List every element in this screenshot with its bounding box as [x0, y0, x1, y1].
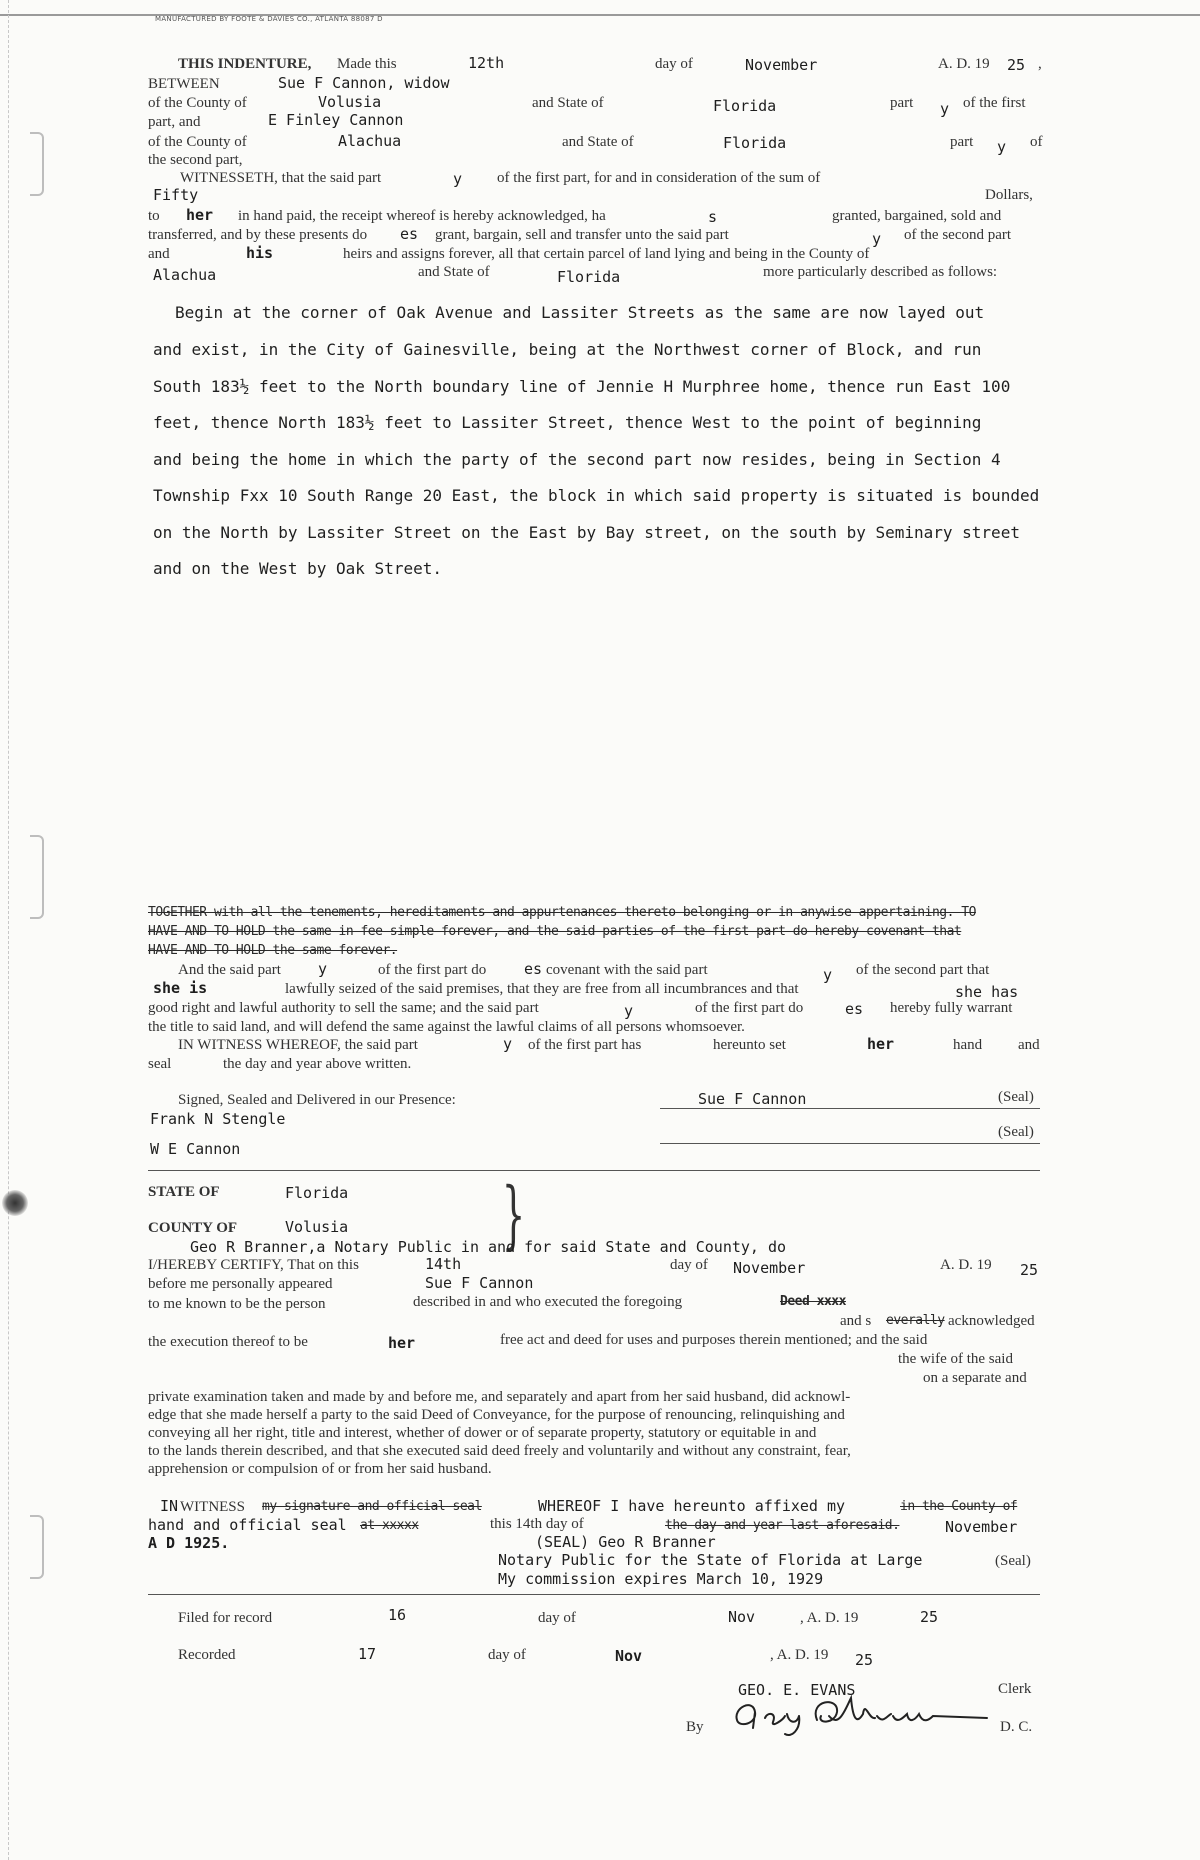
- signature-line: [660, 1108, 1040, 1109]
- grantee-state: Florida: [723, 134, 787, 152]
- binder-mark: [30, 132, 44, 196]
- indenture-heading: THIS INDENTURE,: [178, 56, 312, 72]
- notary-title: Notary Public for the State of Florida at Large: [498, 1551, 923, 1569]
- punch-hole: [2, 1190, 28, 1216]
- description-line: and on the West by Oak Street.: [153, 559, 442, 578]
- description-line: and exist, in the City of Gainesville, being at the Northwest corner of Block, and run: [153, 340, 982, 359]
- ack-paragraph: edge that she made herself a party to the said Deed of Conveyance, for the purpose of renouncing, relinquishing and: [148, 1407, 845, 1423]
- notary-seal: (SEAL) Geo R Branner: [535, 1533, 716, 1551]
- ack-person: Sue F Cannon: [425, 1274, 534, 1292]
- left-margin-line: [8, 0, 9, 1860]
- section-divider: [148, 1170, 1040, 1171]
- struck-clause: HAVE AND TO HOLD the same in fee simple forever, and the said parties of the first part do hereby covenant that: [148, 924, 962, 939]
- ack-state: Florida: [285, 1184, 349, 1202]
- description-line: Township Fxx 10 South Range 20 East, the block in which said property is situated is bounded: [153, 486, 1040, 505]
- deed-page: MANUFACTURED BY FOOTE & DAVIES CO., ATLANTA 88087 D THIS INDENTURE, Made this 12th day of November A. D. 19 25 , BETWEEN Sue F Cannon, widow of the County of Volusia and State of Florida part y of the first part, and E Finley Cannon of the County of Alachua and State of Florida part y of the second part, WITNESSETH, that the said part y of the first part, for and in consideration of the sum of Fifty Dollars, to her in hand paid, the receipt whereof is hereby acknowledged, ha s granted, bargained, sold and transferred, and by these presents do es grant, bargain, sell and transfer unto the said part y of the second part and his heirs and assigns forever, all that certain parcel of land lying and being in the County of Alachua and State of Florida more particularly described as follows: Begin at the corner of Oak Avenue and Lassiter Streets as the same are now layed out and exist, in the City of Gainesville, being at the Northwest corner of Block, and run South 183½ feet to the North boundary line of Jennie H Murphree home, thence run East 100 feet, thence North 183½ feet to Lassiter Street, thence West to the point of beginning and being the home in which the party of the second part now resides, being in Section 4 Township Fxx 10 South Range 20 East, the block in which said property is situated is bounded on the North by Lassiter Street on the East by Bay street, on the south by Seminary street and on the West by Oak Street. TOGETHER with all the tenements, hereditaments and appurtenances thereto belonging or in anywise appertaining. TO HAVE AND TO HOLD the same in fee simple forever, and the said parties of the first part do hereby covenant that HAVE AND TO HOLD the same forever. And the said part y of the first part do es covenant with the said part y of the second part that she is lawfully seized of the said premises, that they are free from all incumbrances and that she has good right and lawful authority to sell the same; and the said part y of the first part do es hereby fully warrant the title to said land, and will defend the same against the lawful claims of all persons whomsoever. IN WITNESS WHEREOF, the said part y of the first part has hereunto set her hand and seal the day and year above written. Signed, Sealed and Delivered in our Presence: Sue F Cannon (Seal) Frank N Stengle W E Cannon (Seal) STATE OF Florida } COUNTY OF Volusia Geo R Branner,a Notary Public in and for said State and County, do I/HEREBY CERTIFY, That on this 14th day of November A. D. 19 25 before me personally appeared Sue F Cannon to me known to be the person described in and who executed the foregoing Deed xxxx and s everally acknowledged the execution thereof to be her free act and deed for uses and purposes therein mentioned; and the said the wife of the said on a separate and private examination taken and made by and before me, and separately and apart from her said husband, did acknowl- edge that she made herself a party to the said Deed of Conveyance, for the purpose of renouncing, relinquishing and conveying all her right, title and interest, whether of dower or of separate property, statutory or equitable in and to the lands therein described, and that she executed said deed freely and voluntarily and without any constraint, fear, apprehension or compulsion of or from her said husband. IN WITNESS my signature and official seal WHEREOF I have hereunto affixed my in the County of hand and official seal at xxxxx this 14th day of the day and year last aforesaid. November A D 1925. (SEAL) Geo R Branner Notary Public for the State of Florida at Large (Seal) My commission expires March 10, 1929 Filed for record 16 day of Nov , A. D. 19 25 Recorded 17 day of Nov , A. D. 19 25 GEO. E. EVANS Clerk By D. C.: [0, 0, 1200, 1860]
- grantor-state: Florida: [713, 97, 777, 115]
- grantor-county: Volusia: [318, 93, 382, 111]
- ack-paragraph: conveying all her right, title and interest, whether of dower or of separate property, statutory or equitable in and: [148, 1425, 817, 1441]
- recorded-year: 25: [855, 1651, 874, 1669]
- clerk-name: GEO. E. EVANS: [738, 1681, 856, 1699]
- ack-paragraph: apprehension or compulsion of or from her said husband.: [148, 1461, 492, 1477]
- notary-commission: My commission expires March 10, 1929: [498, 1570, 824, 1588]
- description-line: South 183½ feet to the North boundary line of Jennie H Murphree home, thence run East 100: [153, 377, 1011, 396]
- filed-year: 25: [920, 1608, 939, 1626]
- signature-line: [660, 1143, 1040, 1144]
- description-line: feet, thence North 183½ feet to Lassiter Street, thence West to the point of beginning: [153, 413, 982, 432]
- ack-county: Volusia: [285, 1218, 349, 1236]
- description-line: Begin at the corner of Oak Avenue and Lassiter Streets as the same are now layed out: [175, 303, 985, 322]
- ack-paragraph: to the lands therein described, and that she executed said deed freely and voluntarily and without any constraint, fear,: [148, 1443, 851, 1459]
- binder-mark: [30, 835, 44, 919]
- filed-month: Nov: [728, 1608, 756, 1626]
- consideration-sum: Fifty: [153, 186, 199, 204]
- grantee-name: E Finley Cannon: [268, 111, 404, 129]
- struck-clause: TOGETHER with all the tenements, hereditaments and appurtenances thereto belonging or in anywise appertaining. TO: [148, 905, 976, 920]
- indenture-day: 12th: [468, 54, 505, 72]
- description-line: on the North by Lassiter Street on the East by Bay street, on the south by Seminary street: [153, 523, 1020, 542]
- description-line: and being the home in which the party of the second part now resides, being in Section 4: [153, 450, 1001, 469]
- indenture-year: 25: [1007, 56, 1026, 74]
- property-state: Florida: [557, 268, 621, 286]
- manufacturer-note: MANUFACTURED BY FOOTE & DAVIES CO., ATLANTA 88087 D: [155, 15, 383, 23]
- witness-signature: Frank N Stengle: [150, 1110, 286, 1128]
- filed-day: 16: [388, 1606, 407, 1624]
- ack-paragraph: private examination taken and made by and before me, and separately and apart from her said husband, did acknowl-: [148, 1389, 851, 1405]
- binder-mark: [30, 1515, 44, 1579]
- struck-clause: HAVE AND TO HOLD the same forever.: [148, 943, 398, 958]
- property-county: Alachua: [153, 266, 217, 284]
- grantor-name: Sue F Cannon, widow: [278, 74, 450, 92]
- deputy-clerk-signature: [725, 1690, 995, 1740]
- indenture-month: November: [745, 56, 818, 74]
- brace: }: [501, 1172, 526, 1258]
- recorded-month: Nov: [615, 1647, 643, 1665]
- witness-signature: W E Cannon: [150, 1140, 241, 1158]
- notary-line: Geo R Branner,a Notary Public in and for said State and County, do: [190, 1238, 787, 1256]
- section-divider: [148, 1594, 1040, 1595]
- grantor-signature: Sue F Cannon: [698, 1090, 807, 1108]
- grantee-county: Alachua: [338, 132, 402, 150]
- recorded-day: 17: [358, 1645, 377, 1663]
